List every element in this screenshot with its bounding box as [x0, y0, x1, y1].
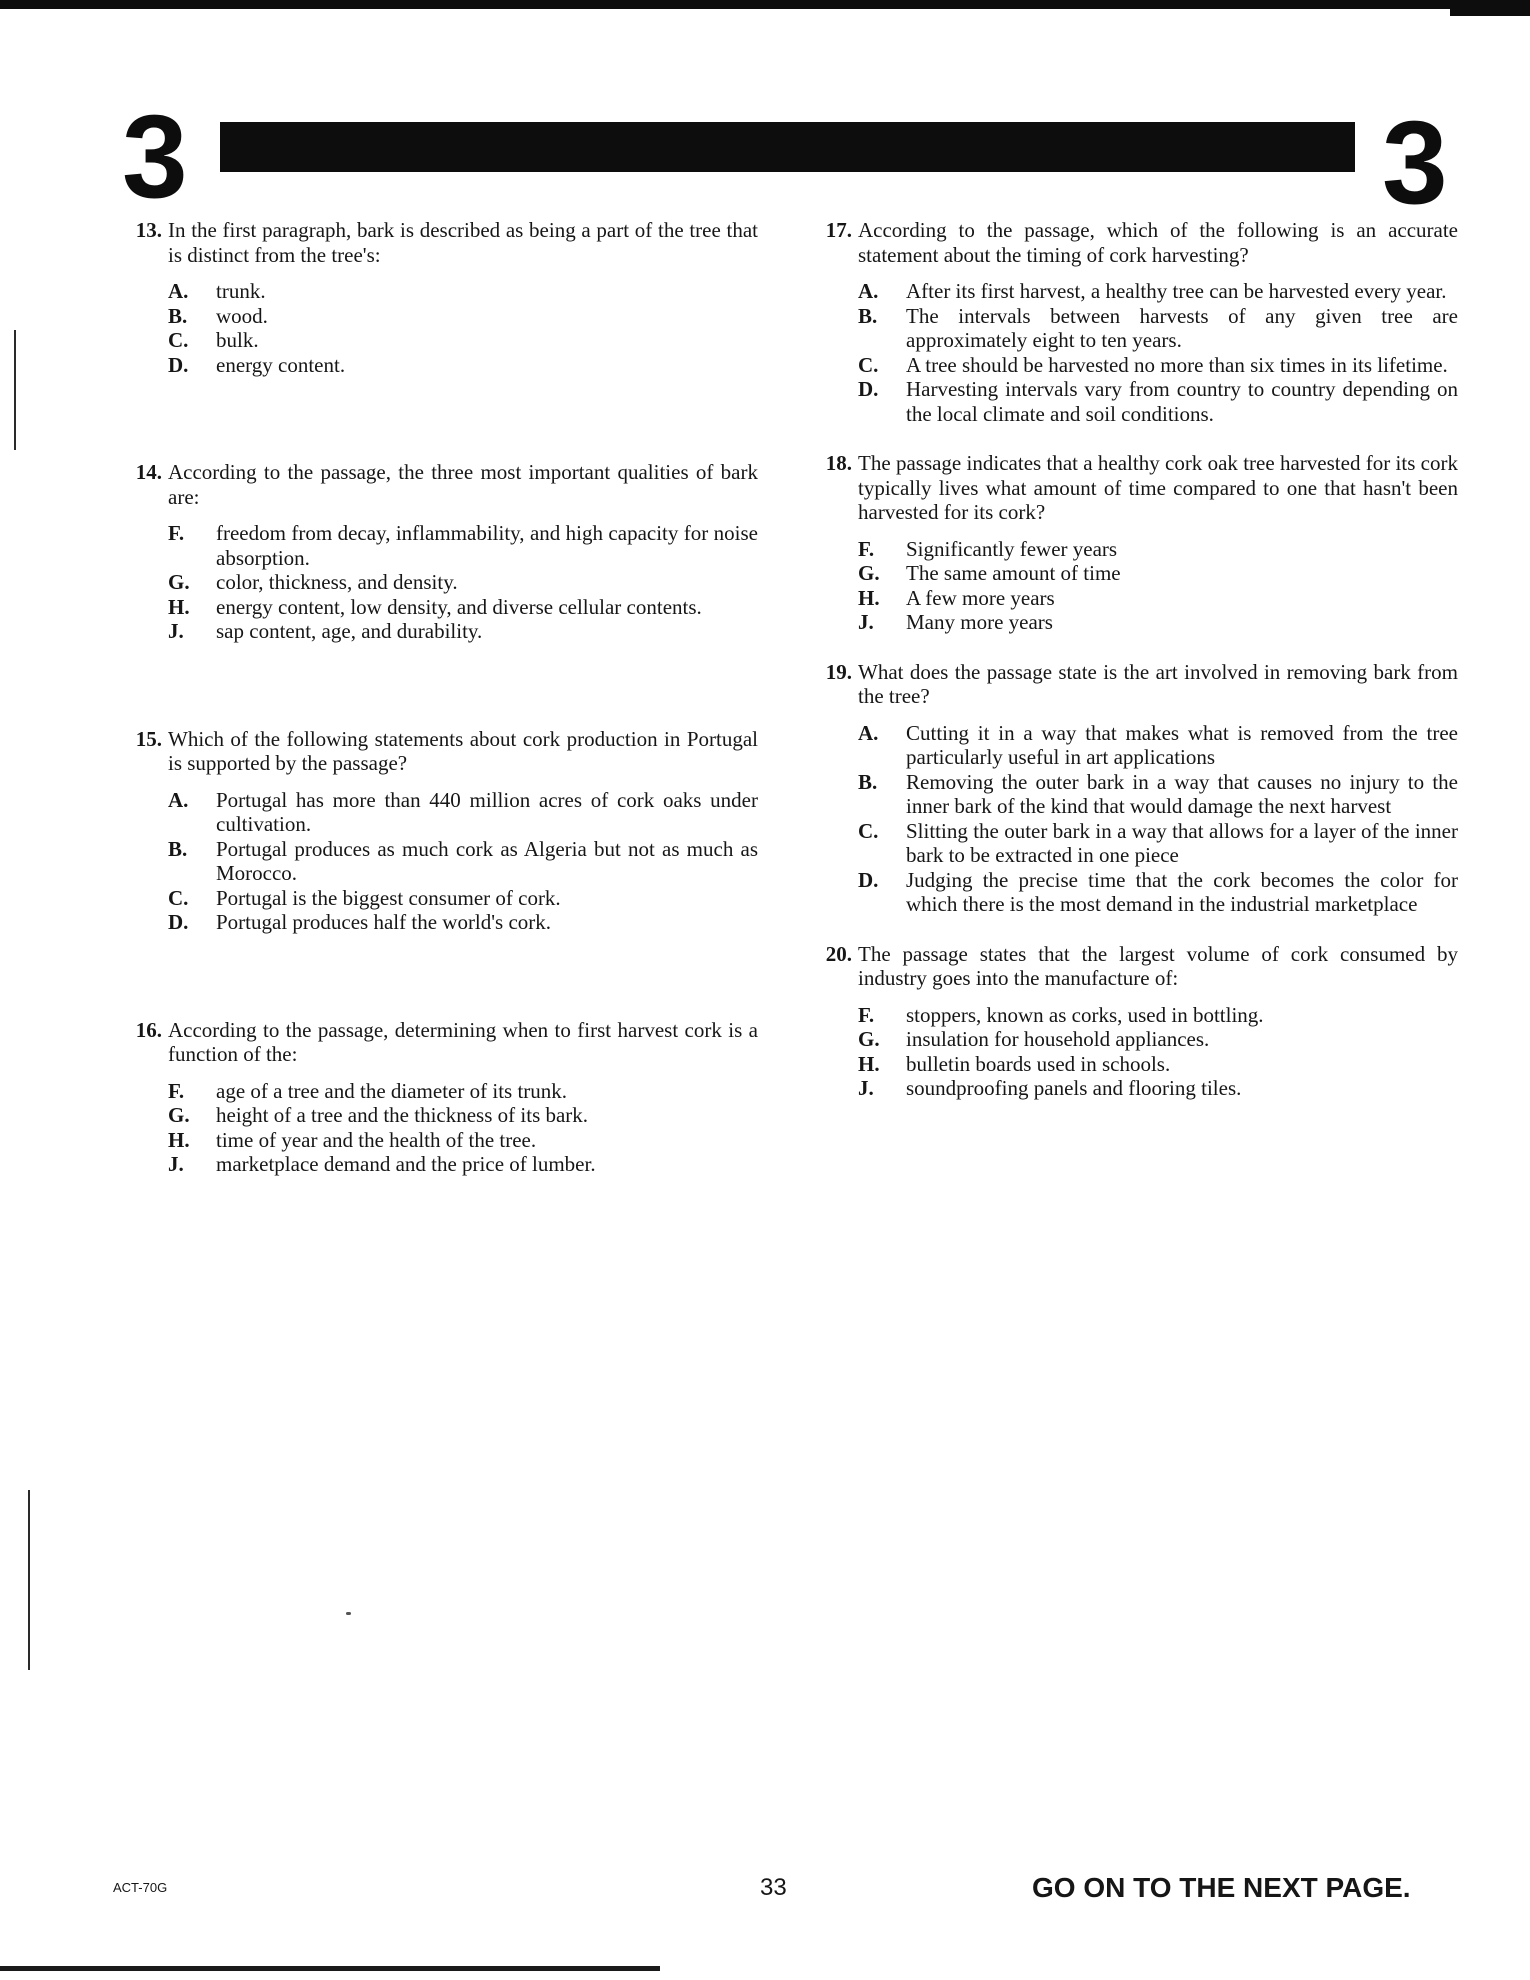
option-text: wood.	[216, 303, 268, 328]
answer-option-h[interactable]	[858, 1052, 1458, 1077]
option-letter: C.	[168, 885, 189, 910]
answer-option-h[interactable]	[168, 595, 758, 620]
option-text: Portugal has more than 440 million acres of cork oaks under cultivation.	[216, 787, 758, 836]
option-text: freedom from decay, inflammability, and high capacity for noise absorption.	[216, 521, 758, 570]
question-number: 16.	[135, 1017, 162, 1042]
option-letter: D.	[168, 352, 189, 377]
question-19	[808, 660, 1458, 917]
answer-option-d[interactable]	[858, 377, 1458, 426]
answer-option-c[interactable]	[168, 328, 758, 353]
option-text: Slitting the outer bark in a way that allows for a layer of the inner bark to be extracted in one piece	[906, 818, 1458, 867]
form-code: ACT-70G	[113, 1880, 168, 1895]
answer-options	[168, 279, 758, 377]
answer-option-j[interactable]	[168, 619, 758, 644]
question-number: 20.	[825, 941, 852, 966]
answer-option-c[interactable]	[858, 819, 1458, 868]
option-letter: C.	[858, 818, 879, 843]
answer-options	[858, 537, 1458, 635]
question-14	[118, 460, 758, 644]
top-border-tab	[1450, 0, 1530, 16]
option-text: energy content.	[216, 352, 346, 377]
question-stem: What does the passage state is the art involved in removing bark from the tree?	[858, 659, 1458, 708]
option-text: marketplace demand and the price of lumber.	[216, 1152, 596, 1176]
answer-option-c[interactable]	[168, 886, 758, 911]
answer-option-b[interactable]	[858, 304, 1458, 353]
left-column	[118, 218, 758, 1177]
option-letter: D.	[168, 910, 189, 934]
option-text: sap content, age, and durability.	[216, 619, 483, 643]
option-letter: B.	[168, 303, 188, 328]
option-text: Harvesting intervals vary from country to country depending on the local climate and soil conditions.	[906, 377, 1458, 426]
option-text: Cutting it in a way that makes what is removed from the tree particularly useful in art applications	[906, 720, 1458, 769]
answer-option-g[interactable]	[858, 1027, 1458, 1052]
answer-option-j[interactable]	[168, 1152, 758, 1177]
option-letter: D.	[858, 377, 879, 401]
option-letter: F.	[858, 1002, 875, 1027]
option-letter: F.	[168, 521, 185, 545]
option-text: color, thickness, and density.	[216, 570, 458, 594]
question-stem: The passage states that the largest volume of cork consumed by industry goes into the manufacture of:	[858, 941, 1458, 990]
question-stem: According to the passage, which of the following is an accurate statement about the timing of cork harvesting?	[858, 218, 1458, 267]
option-text: soundproofing panels and flooring tiles.	[906, 1076, 1242, 1100]
answer-option-g[interactable]	[168, 570, 758, 595]
option-text: Many more years	[906, 610, 1053, 634]
option-text: height of a tree and the thickness of its bark.	[216, 1103, 589, 1127]
option-text: stoppers, known as corks, used in bottling.	[906, 1002, 1264, 1027]
option-text: Removing the outer bark in a way that causes no injury to the inner bark of the kind that would damage the next harvest	[906, 769, 1458, 818]
answer-option-b[interactable]	[168, 304, 758, 329]
answer-option-b[interactable]	[168, 837, 758, 886]
question-20	[808, 942, 1458, 1101]
option-letter: C.	[168, 328, 189, 352]
answer-option-f[interactable]	[168, 521, 758, 570]
option-letter: H.	[858, 585, 880, 610]
option-letter: J.	[168, 1152, 184, 1176]
section-number-right: 3	[1382, 97, 1448, 229]
page-number: 33	[760, 1874, 787, 1901]
option-letter: J.	[168, 619, 184, 643]
question-number: 18.	[825, 451, 852, 475]
answer-option-j[interactable]	[858, 1076, 1458, 1101]
option-letter: A.	[168, 279, 189, 303]
question-16	[118, 1018, 758, 1177]
option-text: A tree should be harvested no more than six times in its lifetime.	[906, 352, 1448, 377]
section-number-left: 3	[122, 91, 188, 223]
answer-options	[858, 1003, 1458, 1101]
option-letter: B.	[168, 836, 188, 861]
option-letter: H.	[858, 1051, 880, 1076]
option-text: trunk.	[216, 279, 266, 303]
option-text: Portugal is the biggest consumer of cork.	[216, 885, 561, 910]
answer-options	[168, 788, 758, 935]
option-text: The intervals between harvests of any given tree are approximately eight to ten years.	[906, 303, 1458, 352]
next-page-instruction: GO ON TO THE NEXT PAGE.	[1032, 1872, 1411, 1903]
question-18	[808, 451, 1458, 635]
right-column	[808, 218, 1458, 1101]
question-stem: The passage indicates that a healthy cork oak tree harvested for its cork typically lives what amount of time compared to one that hasn't been harvested for its cork?	[858, 451, 1458, 524]
option-letter: J.	[858, 1076, 874, 1100]
option-text: After its first harvest, a healthy tree can be harvested every year.	[906, 279, 1447, 303]
answer-options	[168, 1079, 758, 1177]
option-text: bulletin boards used in schools.	[906, 1051, 1171, 1076]
option-letter: D.	[858, 867, 879, 892]
bottom-border-rule	[0, 1966, 660, 1971]
answer-options	[858, 721, 1458, 917]
question-number: 14.	[135, 460, 162, 484]
answer-option-j[interactable]	[858, 610, 1458, 635]
option-letter: H.	[168, 1127, 190, 1152]
answer-option-d[interactable]	[858, 868, 1458, 917]
question-stem: In the first paragraph, bark is described as being a part of the tree that is distinct from the tree's:	[168, 218, 758, 267]
option-letter: C.	[858, 352, 879, 377]
option-letter: J.	[858, 610, 874, 634]
question-15	[118, 727, 758, 935]
answer-option-a[interactable]	[168, 788, 758, 837]
question-number: 13.	[135, 218, 162, 242]
option-letter: F.	[858, 536, 875, 561]
answer-option-b[interactable]	[858, 770, 1458, 819]
question-stem: Which of the following statements about cork production in Portugal is supported by the passage?	[168, 726, 758, 775]
answer-option-a[interactable]	[858, 721, 1458, 770]
question-stem: According to the passage, the three most important qualities of bark are:	[168, 460, 758, 509]
option-text: age of a tree and the diameter of its trunk.	[216, 1078, 568, 1103]
scan-speck	[346, 1612, 351, 1615]
option-letter: G.	[858, 1027, 880, 1051]
section-header-bar	[220, 122, 1355, 172]
top-border-rule	[0, 0, 1530, 9]
question-13	[118, 218, 758, 377]
option-letter: G.	[168, 1103, 190, 1127]
option-letter: H.	[168, 594, 190, 619]
answer-option-d[interactable]	[168, 353, 758, 378]
scan-margin-mark	[14, 330, 16, 450]
question-number: 19.	[825, 659, 852, 684]
answer-option-h[interactable]	[858, 586, 1458, 611]
option-text: insulation for household appliances.	[906, 1027, 1210, 1051]
scan-margin-mark	[28, 1490, 30, 1670]
option-letter: F.	[168, 1078, 185, 1103]
question-17	[808, 218, 1458, 426]
option-text: A few more years	[906, 585, 1055, 610]
option-letter: A.	[858, 279, 879, 303]
answer-option-f[interactable]	[858, 1003, 1458, 1028]
answer-option-g[interactable]	[858, 561, 1458, 586]
option-text: Portugal produces half the world's cork.	[216, 910, 552, 934]
option-letter: A.	[168, 787, 189, 812]
answer-option-f[interactable]	[168, 1079, 758, 1104]
option-text: Significantly fewer years	[906, 536, 1118, 561]
option-text: bulk.	[216, 328, 259, 352]
option-text: Portugal produces as much cork as Algeria but not as much as Morocco.	[216, 836, 758, 885]
question-number: 17.	[825, 218, 852, 242]
option-letter: B.	[858, 303, 878, 328]
question-stem: According to the passage, determining when to first harvest cork is a function of the:	[168, 1017, 758, 1066]
option-text: Judging the precise time that the cork becomes the color for which there is the most demand in the industrial marketplace	[906, 867, 1458, 916]
answer-options	[858, 279, 1458, 426]
answer-option-d[interactable]	[168, 910, 758, 935]
option-letter: G.	[858, 561, 880, 585]
option-text: time of year and the health of the tree.	[216, 1127, 537, 1152]
answer-option-f[interactable]	[858, 537, 1458, 562]
answer-option-c[interactable]	[858, 353, 1458, 378]
option-text: energy content, low density, and diverse cellular contents.	[216, 594, 702, 619]
question-number: 15.	[135, 726, 162, 751]
option-letter: G.	[168, 570, 190, 594]
answer-option-h[interactable]	[168, 1128, 758, 1153]
answer-option-g[interactable]	[168, 1103, 758, 1128]
answer-options	[168, 521, 758, 644]
option-text: The same amount of time	[906, 561, 1121, 585]
answer-option-a[interactable]	[168, 279, 758, 304]
answer-option-a[interactable]	[858, 279, 1458, 304]
option-letter: A.	[858, 720, 879, 745]
option-letter: B.	[858, 769, 878, 794]
